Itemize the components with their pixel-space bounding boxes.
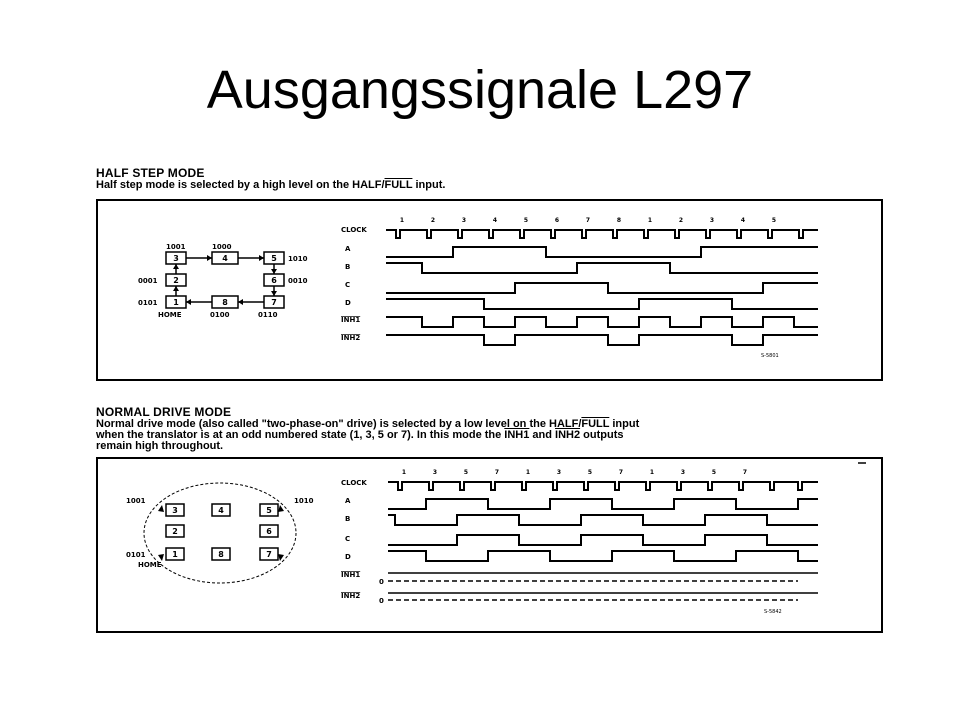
hs-state-4-label: 4 <box>222 254 228 263</box>
hs-clock-num: 4 <box>740 217 746 224</box>
hs-clock-num: 2 <box>678 217 684 224</box>
hs-clock-num: 3 <box>709 217 715 224</box>
hs-clock-num: 2 <box>430 217 436 224</box>
hs-c-waveform <box>386 283 818 293</box>
nd-d-waveform <box>388 551 818 561</box>
hs-inh2-waveform <box>386 335 818 345</box>
nd-signal-clock-label: CLOCK <box>341 479 367 487</box>
nd-c-waveform <box>388 535 818 545</box>
hs-b-waveform <box>386 263 818 273</box>
nd-clock-num: 7 <box>742 469 748 476</box>
hs-signal-d-label: D <box>345 299 351 307</box>
hs-code-8: 0100 <box>210 311 230 319</box>
nd-signal-c-label: C <box>345 535 351 543</box>
hs-clock-num: 8 <box>616 217 622 224</box>
nd-ref-number: S-5842 <box>764 609 782 615</box>
hs-clock-num: 7 <box>585 217 591 224</box>
nd-home-label: HOME <box>138 561 162 569</box>
nd-code-1: 0101 <box>126 551 146 559</box>
normal-drive-panel <box>96 457 883 633</box>
hs-clock-num: 5 <box>523 217 529 224</box>
nd-code-5: 1010 <box>294 497 314 505</box>
hs-state-2-label: 2 <box>173 276 179 285</box>
hs-signal-inh2-label: INH2 <box>341 334 361 342</box>
half-step-panel <box>96 199 883 381</box>
nd-clock-num: 7 <box>494 469 500 476</box>
hs-clock-num: 1 <box>399 217 405 224</box>
hs-state-5-label: 5 <box>271 254 277 263</box>
hs-clock-num: 1 <box>647 217 653 224</box>
hs-state-7-label: 7 <box>271 298 277 307</box>
nd-code-3: 1001 <box>126 497 146 505</box>
hs-clock-waveform <box>386 230 818 238</box>
hs-state-6-label: 6 <box>271 276 277 285</box>
nd-state-7-label: 7 <box>266 550 272 559</box>
nd-clock-num: 5 <box>711 469 717 476</box>
hs-signal-b-label: B <box>345 263 351 271</box>
nd-a-waveform <box>388 499 818 509</box>
nd-state-6-label: 6 <box>266 527 272 536</box>
hs-home-label: HOME <box>158 311 182 319</box>
nd-clock-num: 1 <box>649 469 655 476</box>
half-step-heading: HALF STEP MODE <box>96 166 205 180</box>
hs-code-3: 1001 <box>166 243 186 251</box>
nd-clock-num: 5 <box>463 469 469 476</box>
nd-cycle-circle <box>144 483 296 583</box>
nd-inh1-zero: 0 <box>379 578 384 586</box>
nd-clock-num: 3 <box>432 469 438 476</box>
hs-signal-c-label: C <box>345 281 351 289</box>
nd-state-8-label: 8 <box>218 550 224 559</box>
nd-state-3-label: 3 <box>172 506 178 515</box>
nd-signal-b-label: B <box>345 515 351 523</box>
hs-clock-num: 5 <box>771 217 777 224</box>
nd-clock-num: 1 <box>525 469 531 476</box>
hs-inh1-waveform <box>386 317 818 327</box>
nd-clock-waveform <box>388 482 818 490</box>
nd-signal-inh1-label: INH1 <box>341 571 361 579</box>
hs-code-6: 0010 <box>288 277 308 285</box>
slide-title: Ausgangssignale L297 <box>206 60 754 120</box>
normal-drive-desc-line2: when the translator is at an odd numbered state (1, 3, 5 or 7). In this mode the INH1 and INH2 outputs <box>96 429 624 441</box>
hs-code-2: 0001 <box>138 277 158 285</box>
nd-signal-d-label: D <box>345 553 351 561</box>
nd-b-waveform <box>388 515 818 525</box>
nd-state-2-label: 2 <box>172 527 178 536</box>
hs-code-1: 0101 <box>138 299 158 307</box>
nd-clock-num: 3 <box>680 469 686 476</box>
hs-clock-num: 3 <box>461 217 467 224</box>
normal-drive-desc-line3: remain high throughout. <box>96 440 224 452</box>
nd-state-4-label: 4 <box>218 506 224 515</box>
hs-ref-number: S-5801 <box>761 353 779 359</box>
nd-clock-num: 3 <box>556 469 562 476</box>
nd-clock-num: 5 <box>587 469 593 476</box>
nd-signal-inh2-label: INH2 <box>341 592 361 600</box>
normal-drive-desc-line1: Normal drive mode (also called "two-phase-on" drive) is selected by a low level on the HALF/FULL input <box>96 418 640 430</box>
hs-a-waveform <box>386 247 818 257</box>
nd-signal-a-label: A <box>345 497 351 505</box>
hs-state-1-label: 1 <box>173 298 179 307</box>
hs-signal-inh1-label: INH1 <box>341 316 361 324</box>
hs-clock-num: 6 <box>554 217 560 224</box>
hs-state-8-label: 8 <box>222 298 228 307</box>
hs-state-3-label: 3 <box>173 254 179 263</box>
hs-d-waveform <box>386 299 818 309</box>
hs-signal-a-label: A <box>345 245 351 253</box>
half-step-description: Half step mode is selected by a high level on the HALF/FULL input. <box>96 179 446 191</box>
normal-drive-heading: NORMAL DRIVE MODE <box>96 405 232 419</box>
hs-code-4: 1000 <box>212 243 232 251</box>
hs-code-7: 0110 <box>258 311 278 319</box>
nd-state-1-label: 1 <box>172 550 178 559</box>
hs-clock-num: 4 <box>492 217 498 224</box>
hs-code-5: 1010 <box>288 255 308 263</box>
nd-clock-num: 1 <box>401 469 407 476</box>
half-step-diagram <box>98 201 881 379</box>
nd-inh2-zero: 0 <box>379 597 384 605</box>
nd-state-5-label: 5 <box>266 506 272 515</box>
normal-drive-diagram <box>98 459 881 631</box>
nd-clock-num: 7 <box>618 469 624 476</box>
hs-signal-clock-label: CLOCK <box>341 226 367 234</box>
